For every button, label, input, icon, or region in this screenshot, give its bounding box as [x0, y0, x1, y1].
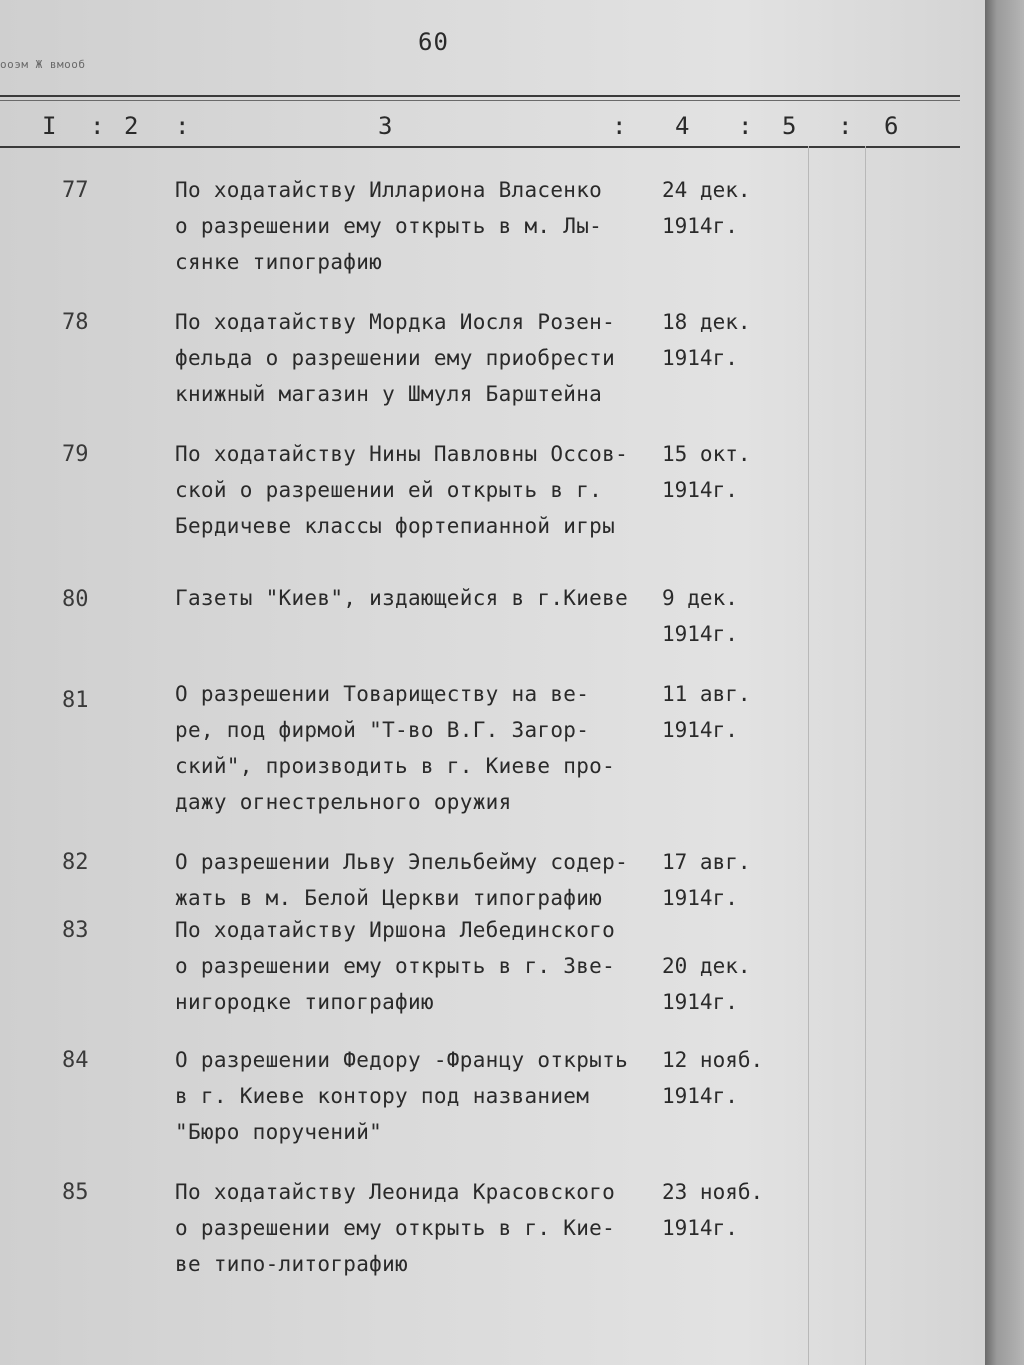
entry-description: О разрешении Товариществу на ве- ре, под фирмой "Т-во В.Г. Загор- ский", производить в г. Киеве про- дажу огнестрельного оружия	[175, 682, 616, 814]
entry-description: О разрешении Федору -Францу открыть в г. Киеве контору под названием "Бюро поручений"	[175, 1048, 629, 1144]
entry-number: 84	[62, 1048, 89, 1073]
column-number: 6	[884, 112, 899, 140]
entry-description: По ходатайству Иллариона Власенко о разрешении ему открыть в м. Лы- сянке типографию	[175, 178, 603, 274]
entry-number: 81	[62, 688, 89, 713]
column-separator: :	[612, 112, 627, 140]
column-separator: :	[175, 112, 190, 140]
entry-number: 79	[62, 442, 89, 467]
header-bottom-rule	[0, 146, 960, 148]
entry-number: 82	[62, 850, 89, 875]
entry-date: 18 дек. 1914г.	[662, 310, 751, 370]
column-separator: :	[738, 112, 753, 140]
column-number: I	[42, 112, 57, 140]
entry-number: 83	[62, 918, 89, 943]
entry-date: 12 нояб. 1914г.	[662, 1048, 764, 1108]
entry-date: 11 авг. 1914г.	[662, 682, 751, 742]
entry-description: По ходатайству Иршона Лебединского о разрешении ему открыть в г. Зве- нигородке типографию	[175, 918, 616, 1014]
entry-date: 9 дек. 1914г.	[662, 586, 738, 646]
column-guide-line	[808, 146, 809, 1365]
entry-number: 85	[62, 1180, 89, 1205]
entry-date: 20 дек. 1914г.	[662, 954, 751, 1014]
header-top-rule	[0, 95, 960, 97]
entry-number: 78	[62, 310, 89, 335]
entry-description: О разрешении Льву Эпельбейму содер- жать в м. Белой Церкви типографию	[175, 850, 629, 910]
column-number: 3	[378, 112, 393, 140]
entry-description: По ходатайству Леонида Красовского о разрешении ему открыть в г. Кие- ве типо-литографию	[175, 1180, 616, 1276]
entry-date: 23 нояб. 1914г.	[662, 1180, 764, 1240]
page-edge-shadow	[985, 0, 1024, 1365]
entry-description: По ходатайству Мордка Иосля Розен- фельда о разрешении ему приобрести книжный магазин у Шмуля Барштейна	[175, 310, 616, 406]
column-number: 4	[675, 112, 690, 140]
page-number: 60	[418, 28, 449, 56]
header-top-rule-thin	[0, 100, 960, 101]
entry-description: По ходатайству Нины Павловны Оссов- ской о разрешении ей открыть в г. Бердичеве классы фортепианной игры	[175, 442, 629, 538]
column-number: 5	[782, 112, 797, 140]
column-guide-line	[865, 146, 866, 1365]
entry-number: 80	[62, 587, 89, 612]
column-separator: :	[838, 112, 853, 140]
entry-date: 24 дек. 1914г.	[662, 178, 751, 238]
entry-number: 77	[62, 178, 89, 203]
entry-description: Газеты "Киев", издающейся в г.Киеве	[175, 586, 629, 610]
entry-date: 15 окт. 1914г.	[662, 442, 751, 502]
corner-stamp: ооэм Ж вмооб	[0, 58, 86, 71]
entry-date: 17 авг. 1914г.	[662, 850, 751, 910]
column-number: 2	[124, 112, 139, 140]
column-separator: :	[90, 112, 105, 140]
